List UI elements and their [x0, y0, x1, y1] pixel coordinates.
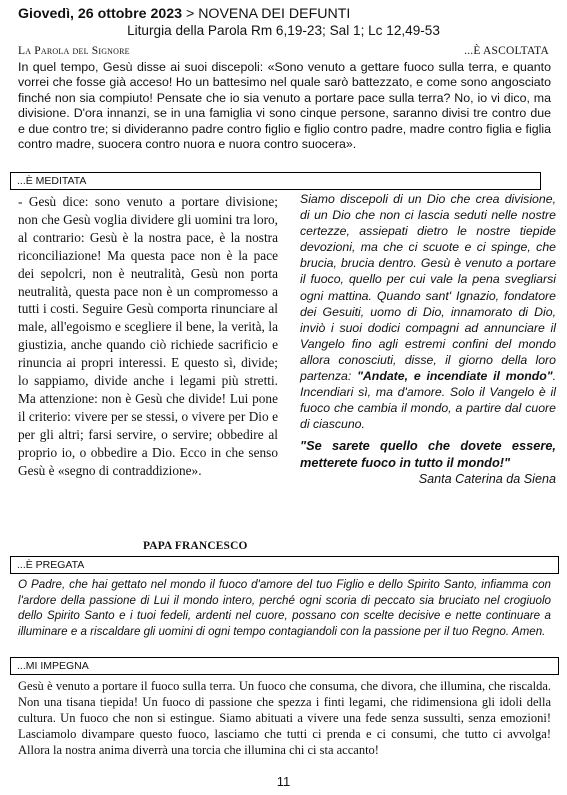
date: Giovedì, 26 ottobre 2023	[18, 6, 183, 22]
header-date-line	[18, 6, 558, 22]
section-meditata-header: ...È MEDITATA	[10, 172, 541, 190]
header-separator: >	[182, 6, 199, 22]
meditation-right-text-1: Siamo discepoli di un Dio che crea divisione, di un Dio che non ci lascia seduti nelle nostre certezze, assiepati dietro le nostre tiepide devozioni, ma che ci scuote e ci spinge, che brucia, brucia dentro. Gesù è venuto a portare il fuoco, quello per cui vale la pena svegliarsi ogni mattina. Quando sant' Ignazio, fondatore dei Gesuiti, uomo di Dio, innamorato di Dio, inviò i suoi dodici compagni ad annunciare il Vangelo fino agli estremi confini del mondo allora conosciuti, disse, il giorno della loro partenza:	[300, 192, 556, 384]
meditation-right-text	[300, 191, 556, 432]
meditation-right-column	[300, 191, 556, 487]
meditation-right-text-2: . Incendiari sì, ma d'amore. Solo il Vangelo è il fuoco che cambia il mondo, a partire dal cuore di ciascuno.	[300, 369, 556, 432]
meditation-left-text: - Gesù dice: sono venuto a portare divisione; non che Gesù voglia dividere gli uomini tra loro, al contrario: Gesù è la nostra pace, è la nostra riconciliazione! Ma questa pace non è la pace dei sepolcri, non è neutralità, Gesù non porta neutralità, questa pace non è un compromesso a tutti i costi. Seguire Gesù comporta rinunciare al male, all'egoismo e scegliere il bene, la verità, la giustizia, anche quando ciò richiede sacrificio e rinuncia ai propri interessi. E questo sì, divide; lo sappiamo, divide anche i legami più stretti. Ma attenzione: non è Gesù che divide! Lui pone il criterio: vivere per se stessi, o vivere per Dio e per gli altri; farsi servire, o servire; obbedire al proprio io, o obbedire a Dio. Ecco in che senso Gesù è «segno di contraddizione».	[18, 194, 278, 478]
ascoltata-tag: ...È ASCOLTATA	[464, 45, 549, 57]
meditation-right-text-bold: "Andate, e incendiate il mondo"	[357, 369, 553, 384]
prayer-text: O Padre, che hai gettato nel mondo il fuoco d'amore del tuo Figlio e dello Spirito Santo, infiamma con l'ardore della passione di Lui il mondo intero, perché ogni scoria di peccato sia bruciato nel crogiuolo dello Spirito Santo e i tuoi fedeli, ardenti nel cuore, possano con scelte decisive e nette continuare a illuminare e a riscaldare gli uomini di ogni tempo contagiandoli con la passione per il tuo Regno. Amen.	[18, 578, 551, 638]
parola-title	[18, 45, 130, 57]
meditation-left-author: PAPA FRANCESCO	[143, 540, 248, 552]
santa-caterina-author: Santa Caterina da Siena	[418, 472, 556, 487]
santa-caterina-quote: "Se sarete quello che dovete essere, metterete fuoco in tutto il mondo!"	[300, 438, 556, 470]
liturgy-readings: Liturgia della Parola Rm 6,19-23; Sal 1; Lc 12,49-53	[127, 23, 440, 38]
meditation-left-column	[18, 193, 278, 480]
page-number: 11	[276, 774, 291, 789]
section-impegna-header: ...MI IMPEGNA	[10, 657, 559, 675]
parola-title-text: La Parola del Signore	[18, 45, 130, 57]
commitment-text: Gesù è venuto a portare il fuoco sulla terra. Un fuoco che consuma, che divora, che illumina, che riscalda. Non una tisana tiepida! Un fuoco di passione che spezza i finti legami, che ridimensiona gli idoli della cultura. Un fuoco che non si estingue. Siamo abituati a vivere una fede senza sussulti, senza emozioni! Lasciamolo divampare questo fuoco, lasciamo che tutti ci prenda e ci consumi, che tutto ci avvolga! Allora la nostra anima diverrà una torcia che illumina chi ci sta accanto!	[18, 679, 551, 758]
event-title: NOVENA DEI DEFUNTI	[198, 6, 351, 22]
section-pregata-header: ...È PREGATA	[10, 556, 559, 574]
gospel-text: In quel tempo, Gesù disse ai suoi discepoli: «Sono venuto a gettare fuoco sulla terra, e quanto vorrei che fosse già acceso! Ho un battesimo nel quale sarò battezzato, e come sono angosciato finché non sia compiuto! Pensate che io sia venuto a portare pace sulla terra? No, io vi dico, ma divisione. D'ora innanzi, se in una famiglia vi sono cinque persone, saranno divisi tre contro due e due contro tre; si divideranno padre contro figlio e figlio contro padre, madre contro figlia e figlia contro madre, suocera contro nuora e nuora contro suocera».	[18, 60, 551, 152]
